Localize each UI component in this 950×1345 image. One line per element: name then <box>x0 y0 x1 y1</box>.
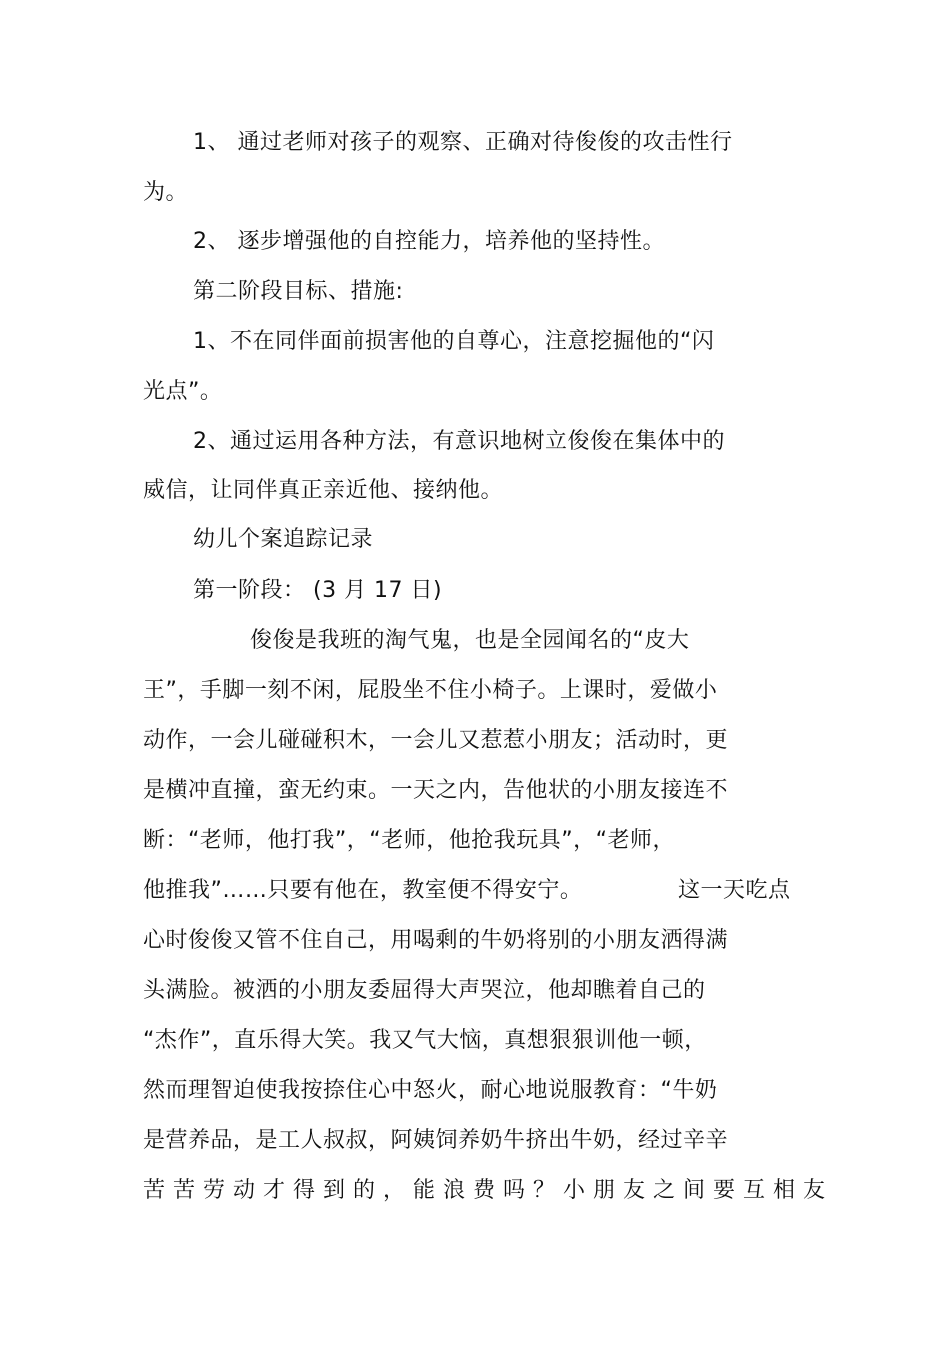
text-line: 1、 通过老师对孩子的观察、正确对待俊俊的攻击性行 <box>193 130 733 155</box>
stage-heading: 第一阶段： (3 月 17 日) <box>193 578 443 603</box>
text-line: 为。 <box>143 180 189 205</box>
text-line: 光点”。 <box>143 379 223 404</box>
section-heading: 幼儿个案追踪记录 <box>193 527 374 552</box>
text-line: 他推我”……只要有他在，教室便不得安宁。 <box>143 878 583 903</box>
text-line: 苦苦劳动才得到的，能浪费吗？小朋友之间要互相友 <box>143 1178 834 1203</box>
text-line: 然而理智迫使我按捺住心中怒火，耐心地说服教育：“牛奶 <box>143 1078 718 1103</box>
text-line: “杰作”，直乐得大笑。我又气大恼，真想狠狠训他一顿， <box>143 1028 707 1053</box>
text-line: 心时俊俊又管不住自己，用喝剩的牛奶将别的小朋友洒得满 <box>143 928 729 953</box>
text-line: 是横冲直撞，蛮无约束。一天之内，告他状的小朋友接连不 <box>143 778 729 803</box>
text-line: 头满脸。被洒的小朋友委屈得大声哭泣，他却瞧着自己的 <box>143 978 706 1003</box>
section-heading: 第二阶段目标、措施: <box>193 279 404 304</box>
text-line: 俊俊是我班的淘气鬼，也是全园闻名的“皮大 <box>250 628 690 653</box>
text-line: 2、通过运用各种方法，有意识地树立俊俊在集体中的 <box>193 429 725 454</box>
text-line: 断：“老师，他打我”，“老师，他抢我玩具”，“老师， <box>143 828 675 853</box>
text-line: 动作，一会儿碰碰积木，一会儿又惹惹小朋友；活动时，更 <box>143 728 729 753</box>
text-line: 这一天吃点 <box>678 878 791 903</box>
text-line: 2、 逐步增强他的自控能力，培养他的坚持性。 <box>193 229 665 254</box>
text-line: 威信，让同伴真正亲近他、接纳他。 <box>143 478 504 503</box>
text-line: 是营养品，是工人叔叔，阿姨饲养奶牛挤出牛奶，经过辛辛 <box>143 1128 729 1153</box>
text-line: 王”，手脚一刻不闲，屁股坐不住小椅子。上课时，爱做小 <box>143 678 718 703</box>
text-line: 1、不在同伴面前损害他的自尊心，注意挖掘他的“闪 <box>193 329 715 354</box>
